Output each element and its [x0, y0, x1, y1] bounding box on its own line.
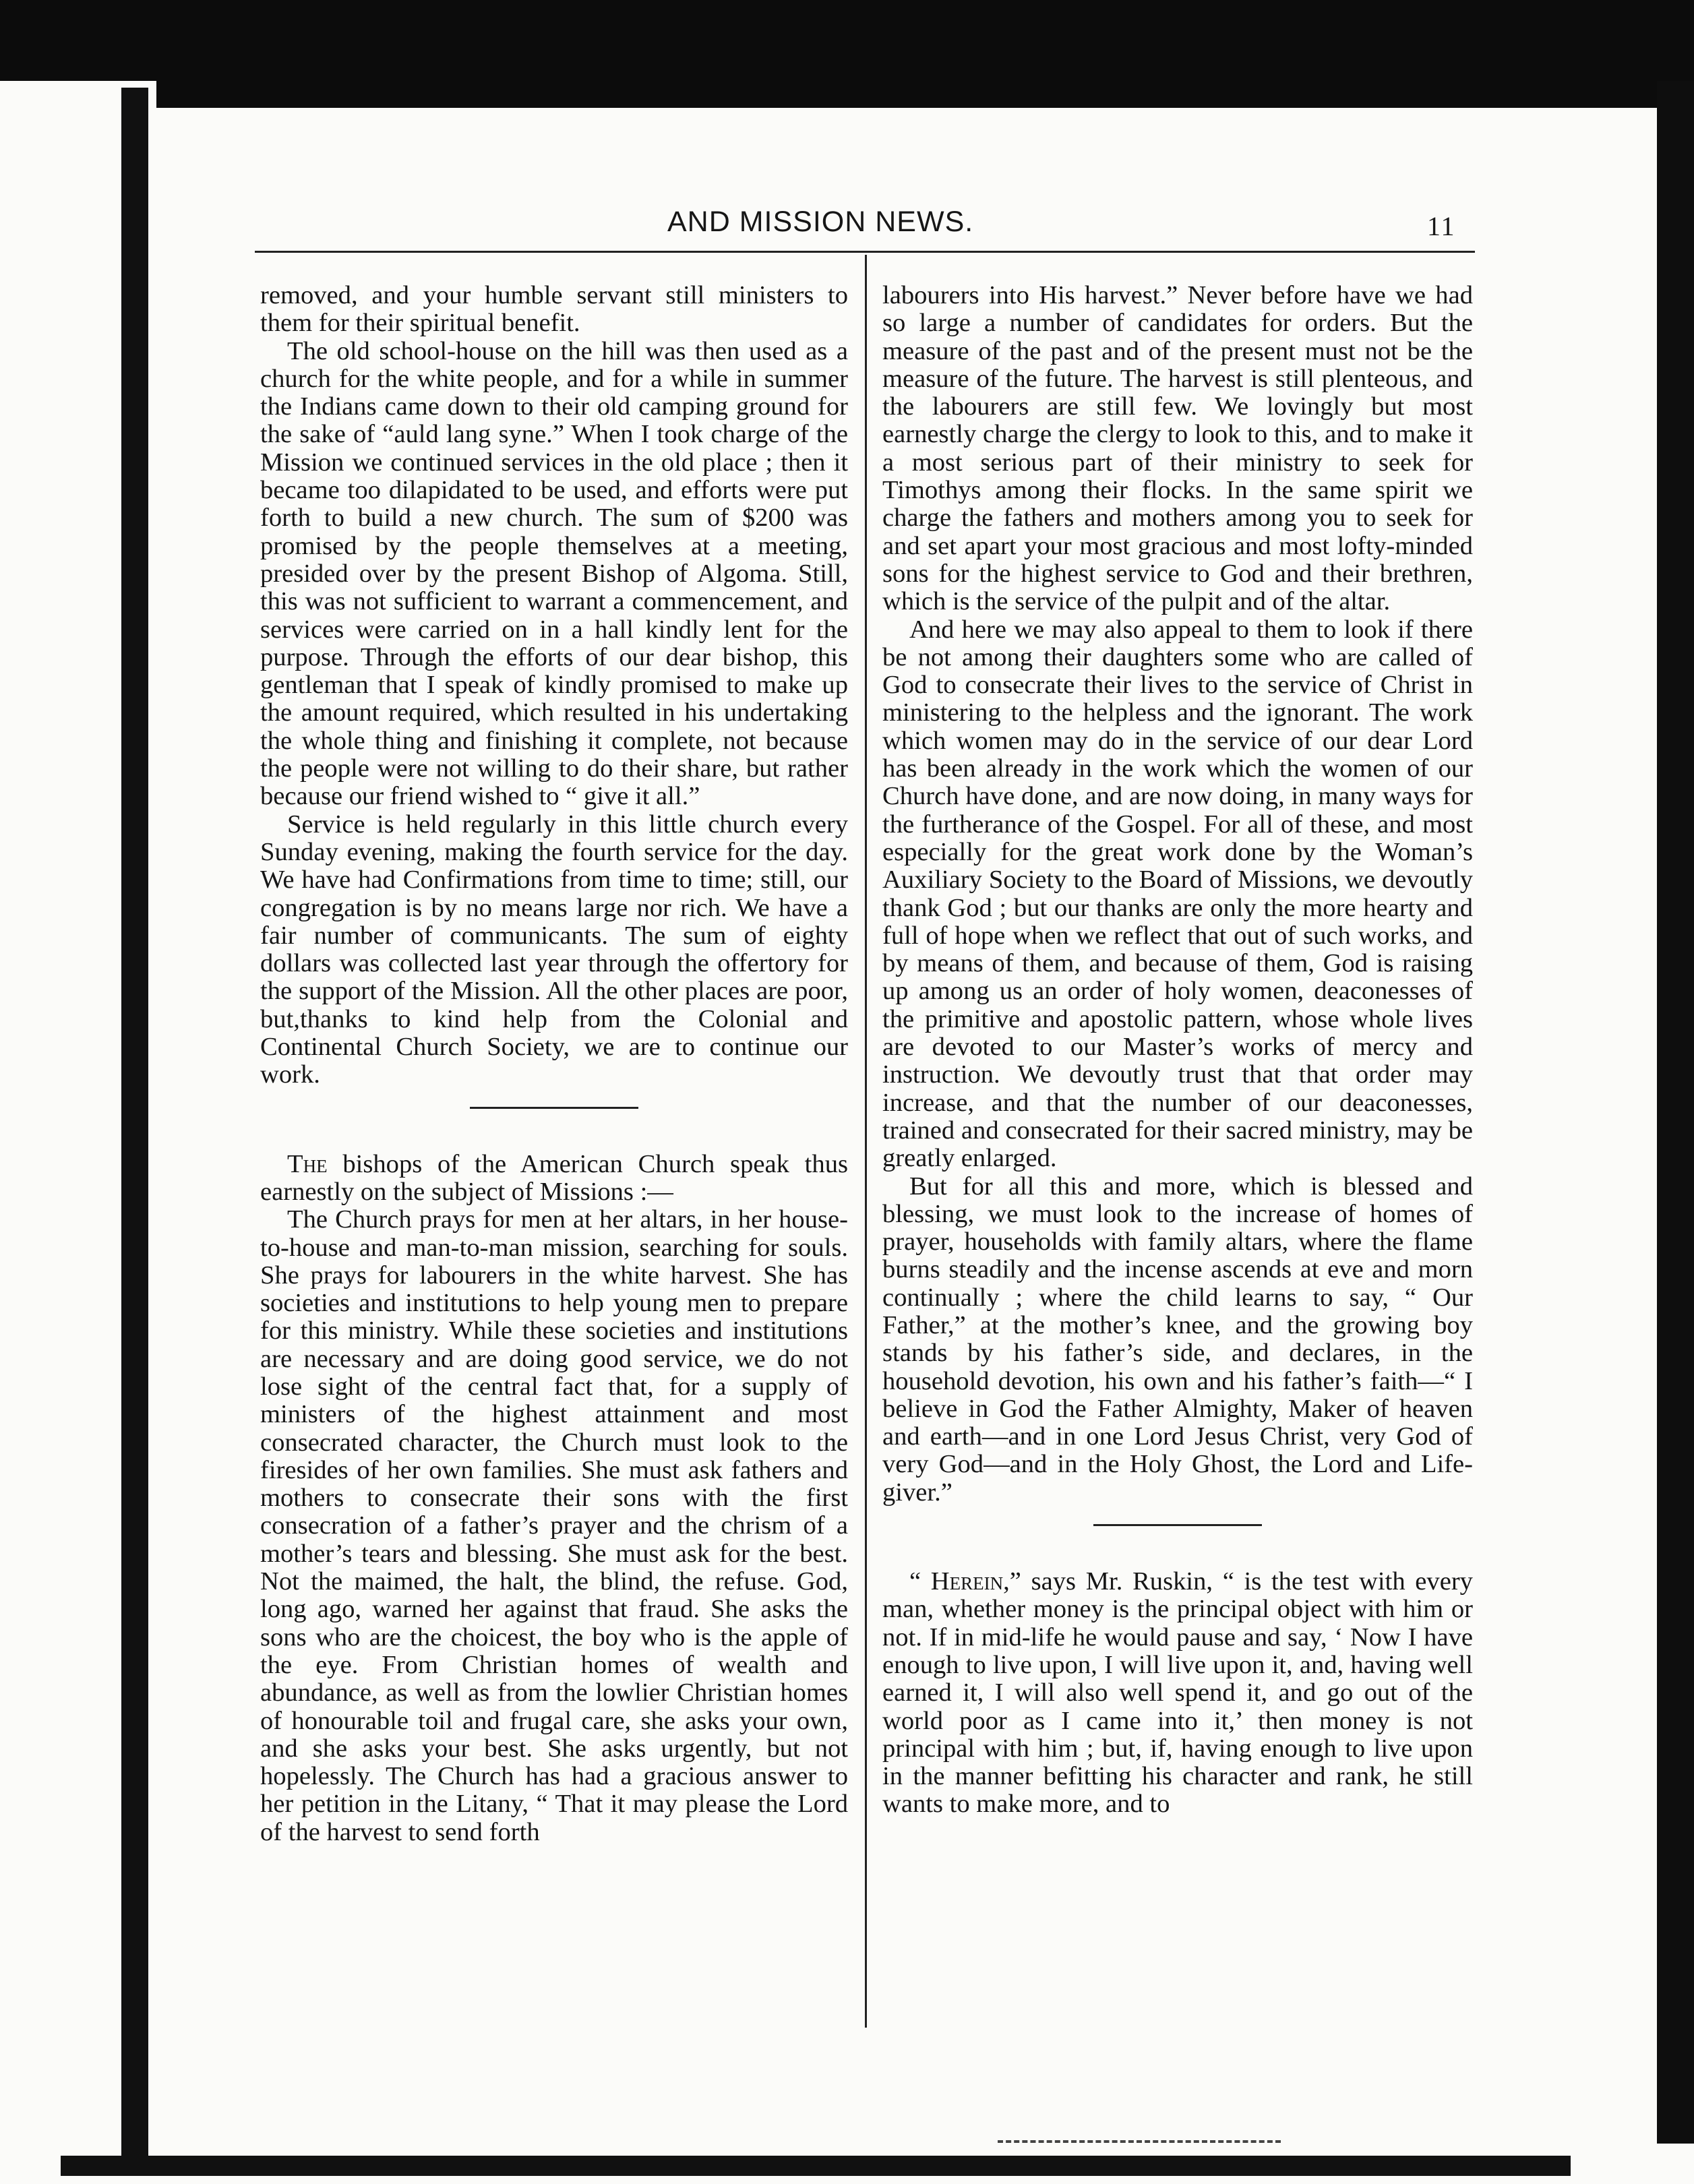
left-column [260, 282, 848, 1846]
paragraph: Service is held regularly in this little church every Sunday evening, making the fourth service for the day. We have had Confirmations from time to time; still, our congregation is by no means large nor rich. We have a fair number of communicants. The sum of eighty dollars was collected last year through the offertory for the support of the Mission. All the other places are poor, but,thanks to kind help from the Colonial and Continental Church Society, we are to continue our work. [260, 810, 848, 1089]
paragraph: labourers into His harvest.” Never before have we had so large a number of candidates for orders. But the measure of the past and of the present must not be the measure of the future. The harvest is still plenteous, and the labourers are still few. We lovingly but most earnestly charge the clergy to look to this, and to make it a most serious part of their ministry to seek for Timothys among their flocks. In the same spirit we charge the fathers and mothers among you to seek for and set apart your most gracious and most lofty-minded sons for the highest service to God and their brethren, which is the service of the pulpit and of the altar. [882, 281, 1473, 616]
paragraph: But for all this and more, which is blessed and blessing, we must look to the increase of homes of prayer, households with family altars, where the flame burns steadily and the incense ascends at eve and morn continually ; where the child learns to say, “ Our Father,” at the mother’s knee, and the growing boy stands by his father’s side, and declares, in the household devotion, his own and his father’s faith—“ I believe in God the Father Almighty, Maker of heaven and earth—and in one Lord Jesus Christ, very God of very God—and in the Holy Ghost, the Lord and Life-giver.” [882, 1172, 1473, 1507]
lead-word: The [287, 1149, 328, 1178]
section-separator [470, 1107, 638, 1109]
running-head: AND MISSION NEWS. [667, 206, 974, 238]
column-divider [865, 255, 867, 2028]
paragraph: The old school-house on the hill was then used as a church for the white people, and for a while in summer the Indians came down to their old camping ground for the sake of “auld lang syne.” When I took charge of the Mission we continued services in the old place ; then it became too dilapidated to be used, and efforts were put forth to build a new church. The sum of $200 was promised by the people themselves at a meeting, presided over by the present Bishop of Algoma. Still, this was not sufficient to warrant a commencement, and services were carried on in a hall kindly lent for the purpose. Through the efforts of our dear bishop, this gentleman that I speak of kindly promised to make up the amount required, which resulted in his undertaking the whole thing and finishing it complete, not because the people were not willing to do their share, but rather because our friend wished to “ give it all.” [260, 336, 848, 811]
scan-bottom-dash [998, 2140, 1281, 2143]
paragraph: The bishops of the American Church speak thus earnestly on the subject of Missions :— [260, 1149, 848, 1206]
scan-top-border [0, 0, 1694, 108]
scan-right-edge [1657, 81, 1694, 2144]
page-number: 11 [1427, 211, 1456, 241]
lead-word: “ Herein, [909, 1567, 1010, 1596]
scan-bottom-edge [61, 2156, 1571, 2176]
right-column [882, 282, 1473, 1819]
paragraph: “ Herein,” says Mr. Ruskin, “ is the test with every man, whether money is the principal object with him or not. If in mid-life he would pause and say, ‘ Now I have enough to live upon, I will live upon it, and, having well earned it, I will also well spend it, and go out of the world poor as I came into it,’ then money is not principal with him ; but, if, having enough to live upon in the manner befitting his character and rank, he still wants to make more, and to [882, 1567, 1473, 1819]
paragraph: The Church prays for men at her altars, in her house-to-house and man-to-man mission, searching for souls. She prays for labourers in the white harvest. She has societies and institutions to help young men to prepare for this ministry. While these societies and institutions are necessary and are doing good service, we do not lose sight of the central fact that, for a supply of ministers of the highest attainment and most consecrated character, the Church must look to the firesides of her own families. She must ask fathers and mothers to consecrate their sons with the first consecration of a father’s prayer and the chrism of a mother’s tears and blessing. She must ask for the best. Not the maimed, the halt, the blind, the refuse. God, long ago, warned her against that fraud. She asks the sons who are the choicest, the boy who is the apple of the eye. From Christian homes of wealth and abundance, as well as from the lowlier Christian homes of honourable toil and frugal care, she asks your own, and she asks your best. She asks urgently, but not hopelessly. The Church has had a gracious answer to her petition in the Litany, “ That it may please the Lord of the harvest to send forth [260, 1205, 848, 1846]
paragraph: And here we may also appeal to them to look if there be not among their daughters some who are called of God to consecrate their lives to the service of Christ in ministering to the helpless and the ignorant. The work which women may do in the service of our dear Lord has been already in the work which the women of our Church have done, and are now doing, in many ways for the furtherance of the Gospel. For all of these, and most especially for the great work done by the Woman’s Auxiliary Society to the Board of Missions, we devoutly thank God ; but our thanks are only the more hearty and full of hope when we reflect that out of such works, and by means of them, and because of them, God is raising up among us an order of holy women, deaconesses of the primitive and apostolic pattern, whose whole lives are devoted to our Master’s works of mercy and instruction. We devoutly trust that that order may increase, and that the number of our deaconesses, trained and consecrated for their sacred ministry, may be greatly enlarged. [882, 615, 1473, 1173]
section-separator [1093, 1524, 1262, 1526]
paragraph: removed, and your humble servant still ministers to them for their spiritual benefit. [260, 281, 848, 338]
header-rule [255, 251, 1475, 253]
scan-left-edge [121, 88, 148, 2171]
